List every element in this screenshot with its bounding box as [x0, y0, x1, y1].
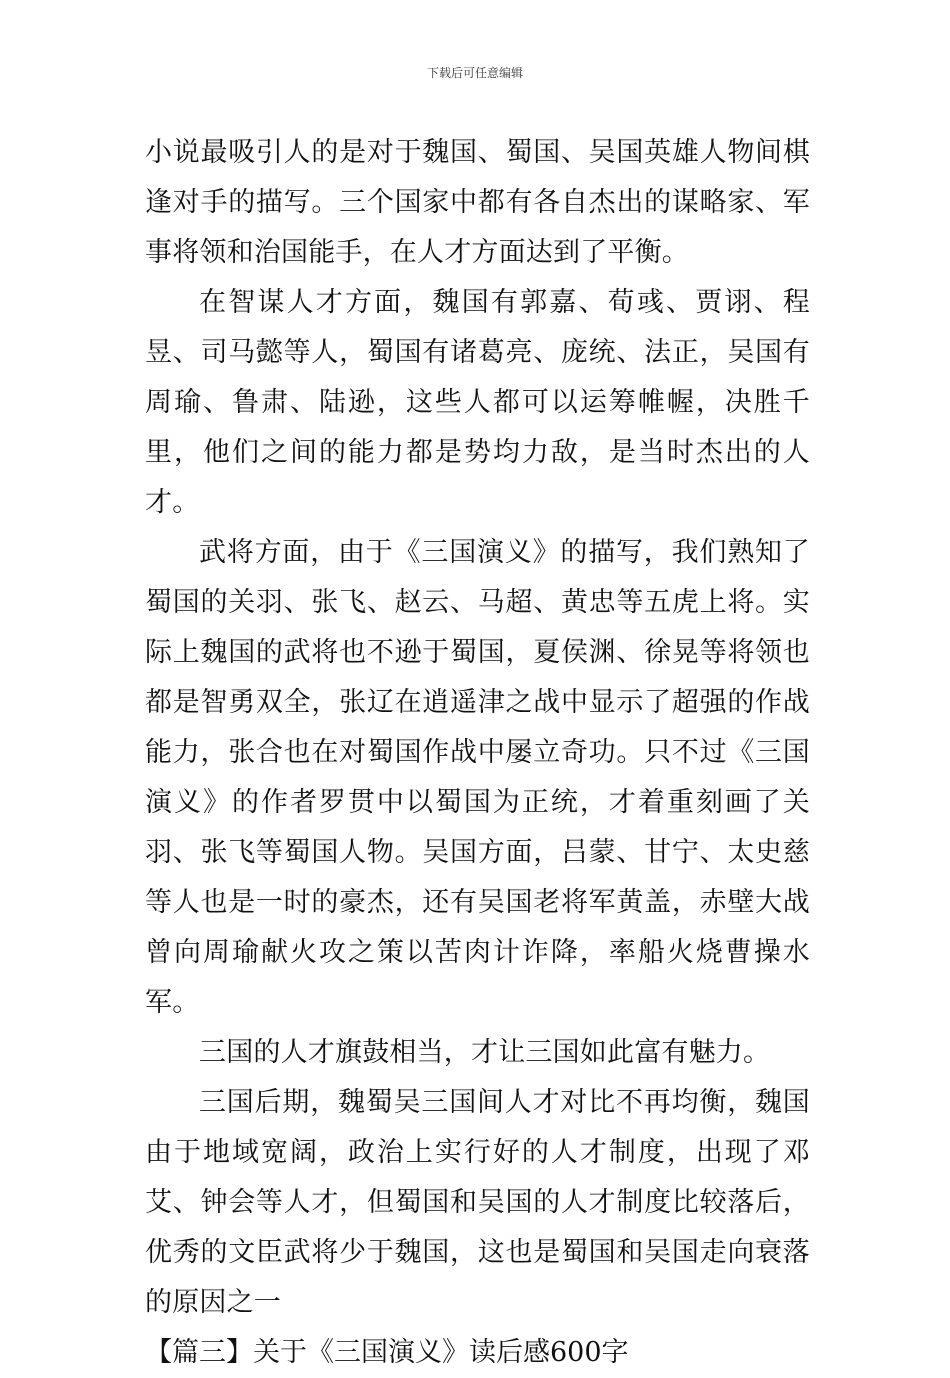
paragraph: 三国后期，魏蜀吴三国间人才对比不再均衡，魏国由于地域宽阔，政治上实行好的人才制度，出现了邓艾、钟会等人才，但蜀国和吴国的人才制度比较落后，优秀的文臣武将少于魏国，这也是蜀国和吴国走向衰落的原因之一: [145, 1087, 810, 1318]
section-title: 【篇三】关于《三国演义》读后感600字: [145, 1337, 629, 1368]
paragraph: 在智谋人才方面，魏国有郭嘉、荀彧、贾诩、程昱、司马懿等人，蜀国有诸葛亮、庞统、法正，吴国有周瑜、鲁肃、陆逊，这些人都可以运筹帷幄，决胜千里，他们之间的能力都是势均力敌，是当时杰出的人才。: [145, 287, 810, 518]
paragraph: 武将方面，由于《三国演义》的描写，我们熟知了蜀国的关羽、张飞、赵云、马超、黄忠等五虎上将。实际上魏国的武将也不逊于蜀国，夏侯渊、徐晃等将领也都是智勇双全，张辽在逍遥津之战中显示了超强的作战能力，张合也在对蜀国作战中屡立奇功。只不过《三国演义》的作者罗贯中以蜀国为正统，才着重刻画了关羽、张飞等蜀国人物。吴国方面，吕蒙、甘宁、太史慈等人也是一时的豪杰，还有吴国老将军黄盖，赤壁大战曾向周瑜献火攻之策以苦肉计诈降，率船火烧曹操水军。: [145, 537, 810, 1018]
paragraph: 小说最吸引人的是对于魏国、蜀国、吴国英雄人物间棋逢对手的描写。三个国家中都有各自杰出的谋略家、军事将领和治国能手，在人才方面达到了平衡。: [145, 137, 810, 268]
page-header: 下载后可任意编辑: [426, 66, 523, 80]
paragraph: 三国的人才旗鼓相当，才让三国如此富有魅力。: [199, 1037, 771, 1068]
document-body: [145, 128, 810, 1378]
